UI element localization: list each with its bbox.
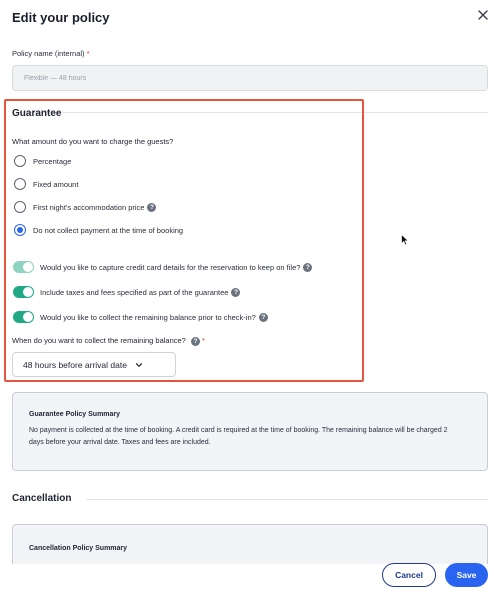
radio-button[interactable]	[14, 155, 26, 167]
remaining-balance-toggle[interactable]	[13, 311, 34, 323]
capture-card-toggle[interactable]	[13, 261, 34, 273]
dropdown-value: 48 hours before arrival date	[23, 359, 127, 370]
toggle-row-include-taxes	[13, 285, 240, 299]
policy-name-label	[12, 49, 90, 58]
guarantee-summary-text: No payment is collected at the time of booking. A credit card is required at the time of booking. The remaining balance will be charged 2 days before your arrival date. Taxes and fees are included.	[29, 427, 448, 446]
guarantee-summary-title: Guarantee Policy Summary	[29, 411, 121, 418]
help-icon[interactable]: ?	[191, 337, 200, 346]
divider	[86, 499, 488, 500]
toggle-label: Would you like to capture credit card details for the reservation to keep on file?	[40, 262, 301, 272]
guarantee-summary-panel	[12, 392, 488, 471]
save-button[interactable]: Save	[445, 563, 488, 587]
charge-question: What amount do you want to charge the guests?	[12, 137, 174, 146]
radio-no-payment[interactable]	[14, 223, 183, 237]
toggle-label: Would you like to collect the remaining balance prior to check-in?	[40, 312, 256, 322]
radio-percentage[interactable]	[14, 154, 71, 168]
toggle-row-remaining-balance	[13, 310, 268, 324]
radio-label: Fixed amount	[33, 179, 79, 189]
radio-first-night[interactable]	[14, 200, 156, 214]
help-icon[interactable]: ?	[303, 263, 312, 272]
guarantee-title: Guarantee	[12, 108, 62, 119]
chevron-down-icon	[135, 361, 143, 369]
cancellation-title: Cancellation	[12, 493, 72, 504]
required-mark: *	[86, 49, 90, 58]
radio-button[interactable]	[14, 178, 26, 190]
radio-fixed-amount[interactable]	[14, 177, 78, 191]
cancellation-summary-panel	[12, 524, 488, 564]
collect-timing-dropdown[interactable]	[12, 352, 176, 377]
policy-name-label-text: Policy name (internal)	[12, 49, 85, 58]
close-icon[interactable]	[476, 8, 490, 22]
toggle-row-capture-card	[13, 260, 312, 274]
help-icon[interactable]: ?	[259, 313, 268, 322]
dialog-title: Edit your policy	[12, 10, 110, 25]
required-mark: *	[202, 336, 205, 345]
help-icon[interactable]: ?	[147, 203, 156, 212]
when-collect-label	[12, 336, 205, 346]
radio-button[interactable]	[14, 201, 26, 213]
radio-label: First night's accommodation price	[33, 202, 145, 212]
when-collect-label-text: When do you want to collect the remaining balance?	[12, 336, 186, 345]
cancel-button[interactable]: Cancel	[382, 563, 436, 587]
radio-button-selected[interactable]	[14, 224, 26, 236]
help-icon[interactable]: ?	[231, 288, 240, 297]
radio-label: Do not collect payment at the time of booking	[33, 225, 184, 235]
cancellation-summary-title: Cancellation Policy Summary	[29, 545, 128, 552]
toggle-label: Include taxes and fees specified as part of the guarantee	[40, 287, 229, 297]
policy-name-input[interactable]	[12, 65, 488, 91]
include-taxes-toggle[interactable]	[13, 286, 34, 298]
mouse-cursor-icon	[401, 234, 409, 246]
radio-label: Percentage	[33, 156, 72, 166]
